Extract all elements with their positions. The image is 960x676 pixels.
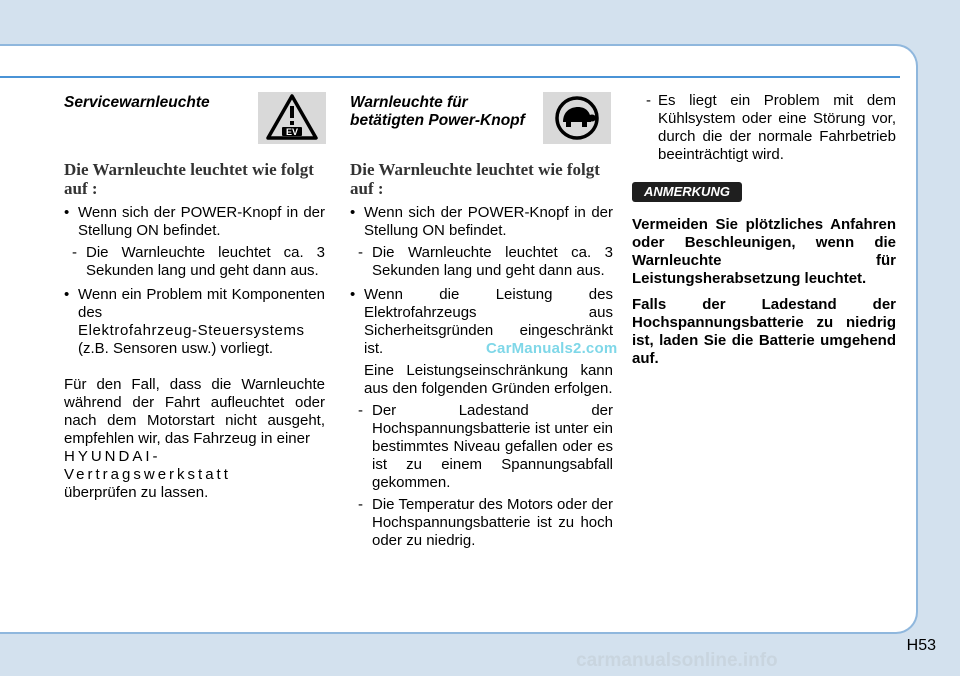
list-item: • Wenn sich der POWER-Knopf in der Stellung ON befindet. bbox=[350, 204, 613, 239]
list-item: • Wenn sich der POWER-Knopf in der Stellung ON befindet. bbox=[64, 204, 325, 239]
page-number: H53 bbox=[906, 637, 936, 654]
ev-label: EV bbox=[285, 127, 299, 137]
subheading: Die Warnleuchte leuchtet wie folgt auf : bbox=[64, 160, 314, 198]
sub-list-item: - Die Warnleuchte leuchtet ca. 3 Sekunden lang und geht dann aus. bbox=[358, 244, 613, 279]
section-title: Servicewarnleuchte bbox=[64, 94, 210, 111]
note-paragraph: Vermeiden Sie plötzliches Anfahren oder Beschleunigen, wenn die Warnleuchte für Leistungsherabsetzung leuchtet. bbox=[632, 216, 896, 287]
column-left bbox=[64, 92, 325, 502]
list-item: • Wenn ein Problem mit Komponenten des Elektrofahrzeug-Steuersystems (z.B. Sensoren usw.) vorliegt. bbox=[64, 286, 325, 357]
note-paragraph: Falls der Ladestand der Hochspannungsbatterie zu niedrig ist, laden Sie die Batterie umgehend auf. bbox=[632, 296, 896, 367]
section-header bbox=[64, 92, 325, 148]
column-middle bbox=[350, 92, 613, 550]
header-rule bbox=[0, 76, 900, 78]
watermark: CarManuals2.com bbox=[486, 340, 618, 357]
paragraph: Eine Leistungseinschränkung kann aus den folgenden Gründen erfolgen. bbox=[364, 362, 613, 397]
sub-list-item: - Die Warnleuchte leuchtet ca. 3 Sekunden lang und geht dann aus. bbox=[72, 244, 325, 279]
column-right bbox=[632, 92, 896, 368]
list-item: • Wenn die Leistung des Elektrofahrzeugs aus Sicherheitsgründen eingeschränkt ist. bbox=[350, 286, 613, 357]
paragraph: Für den Fall, dass die Warnleuchte während der Fahrt aufleuchtet oder nach dem Motorstart nicht ausgeht, empfehlen wir, das Fahrzeug in einer HYUNDAI-Vertragswerkstatt überprüfen zu lassen. bbox=[64, 376, 325, 501]
sub-list-item: - Es liegt ein Problem mit dem Kühlsystem oder eine Störung vor, durch die der normale Fahrbetrieb beeinträchtigt wird. bbox=[646, 92, 896, 163]
sub-list-item: - Der Ladestand der Hochspannungsbatterie ist unter ein bestimmtes Niveau gefallen oder es ist zu einem Spannungsabfall gekommen. bbox=[358, 402, 613, 491]
turtle-warning-icon bbox=[543, 92, 611, 144]
sub-list-item: - Die Temperatur des Motors oder der Hochspannungsbatterie ist zu hoch oder zu niedrig. bbox=[358, 496, 613, 549]
subheading: Die Warnleuchte leuchtet wie folgt auf : bbox=[350, 160, 600, 198]
footer-watermark: carmanualsonline.info bbox=[576, 650, 778, 671]
service-warning-icon bbox=[258, 92, 326, 144]
note-label: ANMERKUNG bbox=[632, 182, 742, 202]
section-title: Warnleuchte für betätigten Power-Knopf bbox=[350, 94, 525, 129]
section-header bbox=[350, 92, 613, 148]
